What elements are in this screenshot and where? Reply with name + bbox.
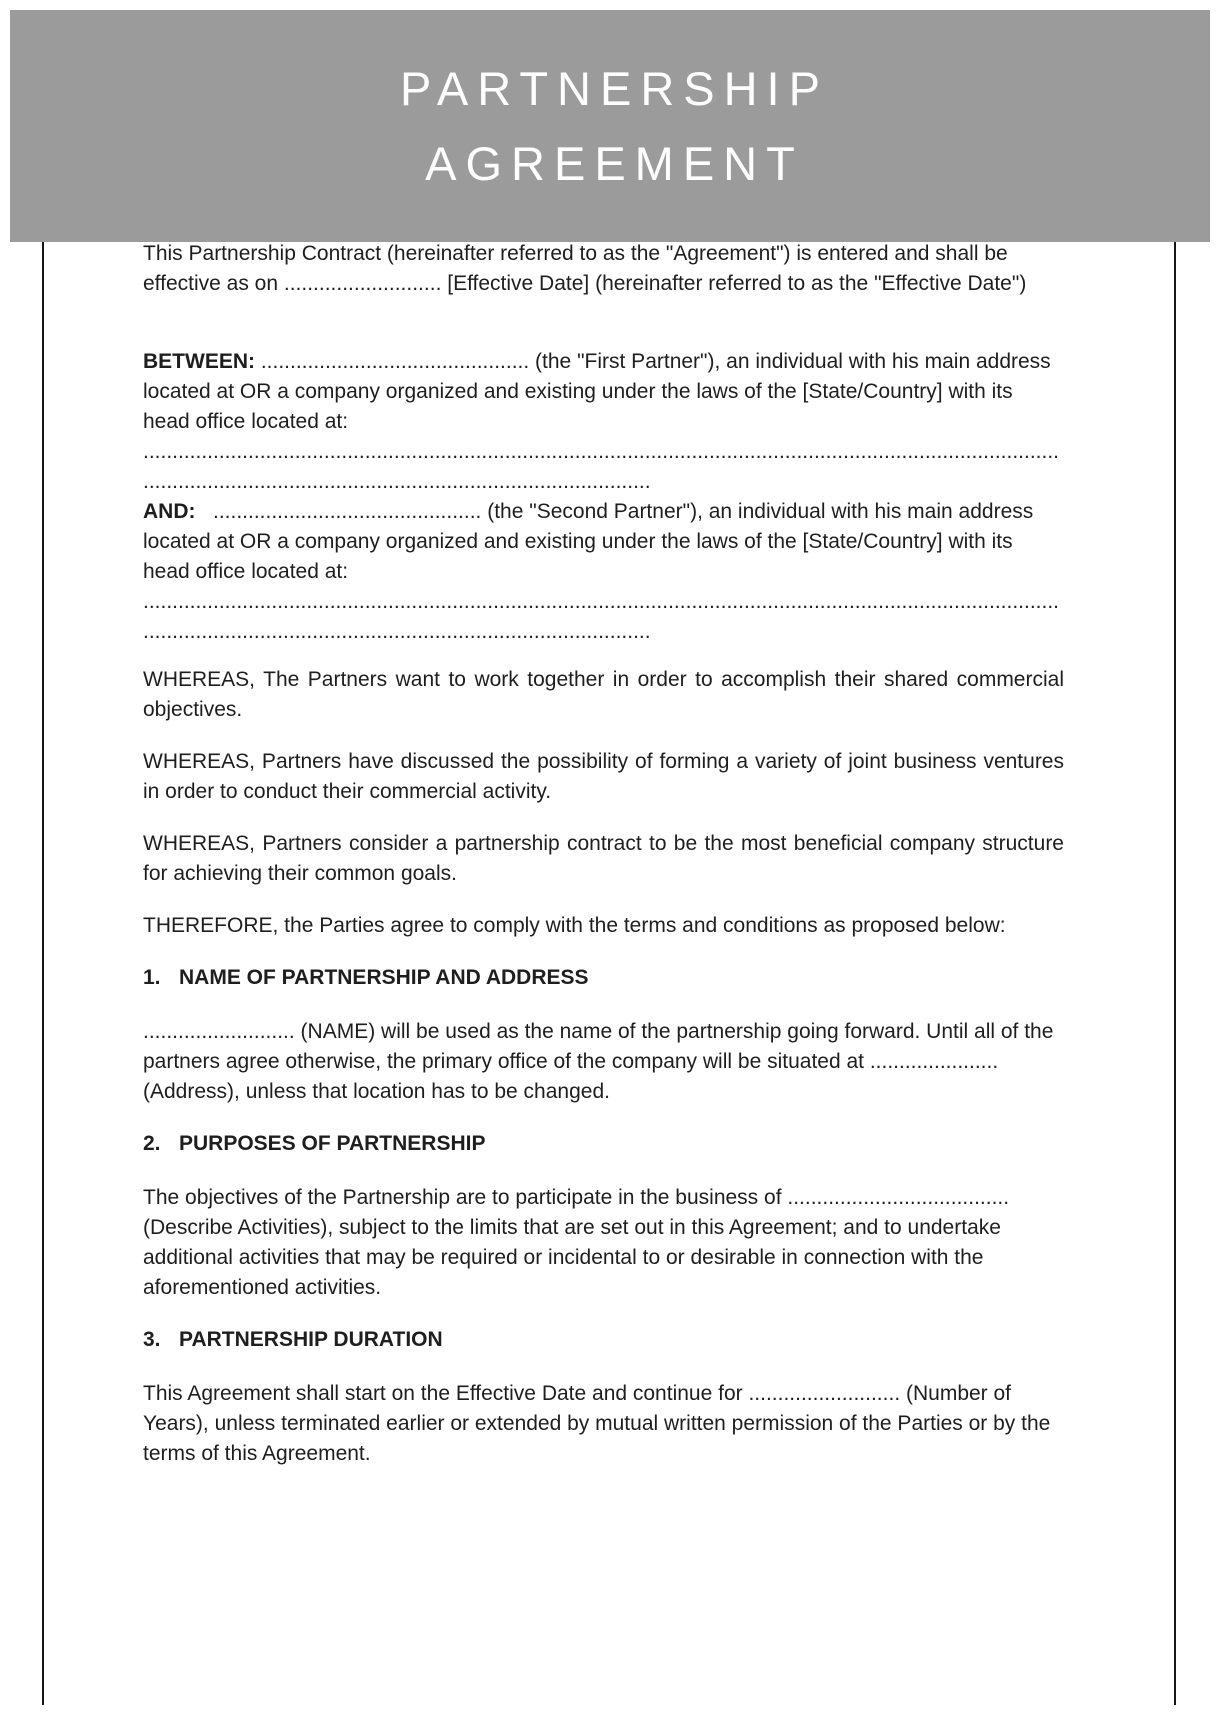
and-paragraph — [143, 497, 1064, 647]
section-2-paragraph: The objectives of the Partnership are to participate in the business of ...................................... (Describe Activities), subject to the limits that are set out in this Agreement; and to undertake additional activities that may be required or incidental to or desirable in connection with the aforementioned activities. — [143, 1186, 1010, 1299]
and-label: AND: — [143, 500, 196, 523]
and-text: .............................................. (the "Second Partner"), an individual with his main address located at OR a company organized and existing under the laws of the [State/Country] with its head office located at: — [143, 500, 1034, 583]
between-text: .............................................. (the "First Partner"), an individual with his main address located at OR a company organized and existing under the laws of the [State/Country] with its head office located at: — [143, 350, 1051, 433]
section-3-title: PARTNERSHIP DURATION — [179, 1328, 443, 1351]
between-dotted-blank: .................................................................................................................................................................................................................................................... — [143, 440, 1060, 493]
section-1-heading — [143, 963, 1064, 993]
recital-paragraph-3: WHEREAS, Partners consider a partnership contract to be the most beneficial company structure for achieving their common goals. — [143, 832, 1064, 885]
section-3-paragraph: This Agreement shall start on the Effective Date and continue for .......................... (Number of Years), unless terminated earlier or extended by mutual written permission of the Parties or by the terms of this Agreement. — [143, 1382, 1051, 1465]
between-paragraph — [143, 347, 1064, 497]
preamble-paragraph: This Partnership Contract (hereinafter referred to as the "Agreement") is entered and shall be effective as on ........................... [Effective Date] (hereinafter referred to as the "Effective Date") — [143, 242, 1027, 295]
recital-paragraph-1: WHEREAS, The Partners want to work together in order to accomplish their shared commercial objectives. — [143, 668, 1064, 721]
page-border-right — [1174, 242, 1176, 1705]
page-border-left — [42, 242, 44, 1705]
page-title-line-2: AGREEMENT — [425, 137, 804, 190]
header-banner — [10, 10, 1210, 242]
section-2-number: 2. — [143, 1132, 161, 1155]
document-body — [143, 239, 1064, 1491]
section-1-paragraph: .......................... (NAME) will be used as the name of the partnership going forward. Until all of the partners agree otherwise, the primary office of the company will be situated at ......................(Address), unless that location has to be changed. — [143, 1020, 1054, 1103]
section-3-heading — [143, 1325, 1064, 1355]
section-1-title: NAME OF PARTNERSHIP AND ADDRESS — [179, 966, 589, 989]
section-1-number: 1. — [143, 966, 161, 989]
and-dotted-blank: .................................................................................................................................................................................................................................................... — [143, 590, 1060, 643]
page-title-line-1: PARTNERSHIP — [400, 62, 829, 115]
recital-paragraph-2: WHEREAS, Partners have discussed the possibility of forming a variety of joint business ventures in order to conduct their commercial activity. — [143, 750, 1064, 803]
section-3-number: 3. — [143, 1328, 161, 1351]
section-2-heading — [143, 1129, 1064, 1159]
therefore-paragraph: THEREFORE, the Parties agree to comply with the terms and conditions as proposed below: — [143, 914, 1006, 937]
between-label: BETWEEN: — [143, 350, 255, 373]
section-2-title: PURPOSES OF PARTNERSHIP — [179, 1132, 486, 1155]
